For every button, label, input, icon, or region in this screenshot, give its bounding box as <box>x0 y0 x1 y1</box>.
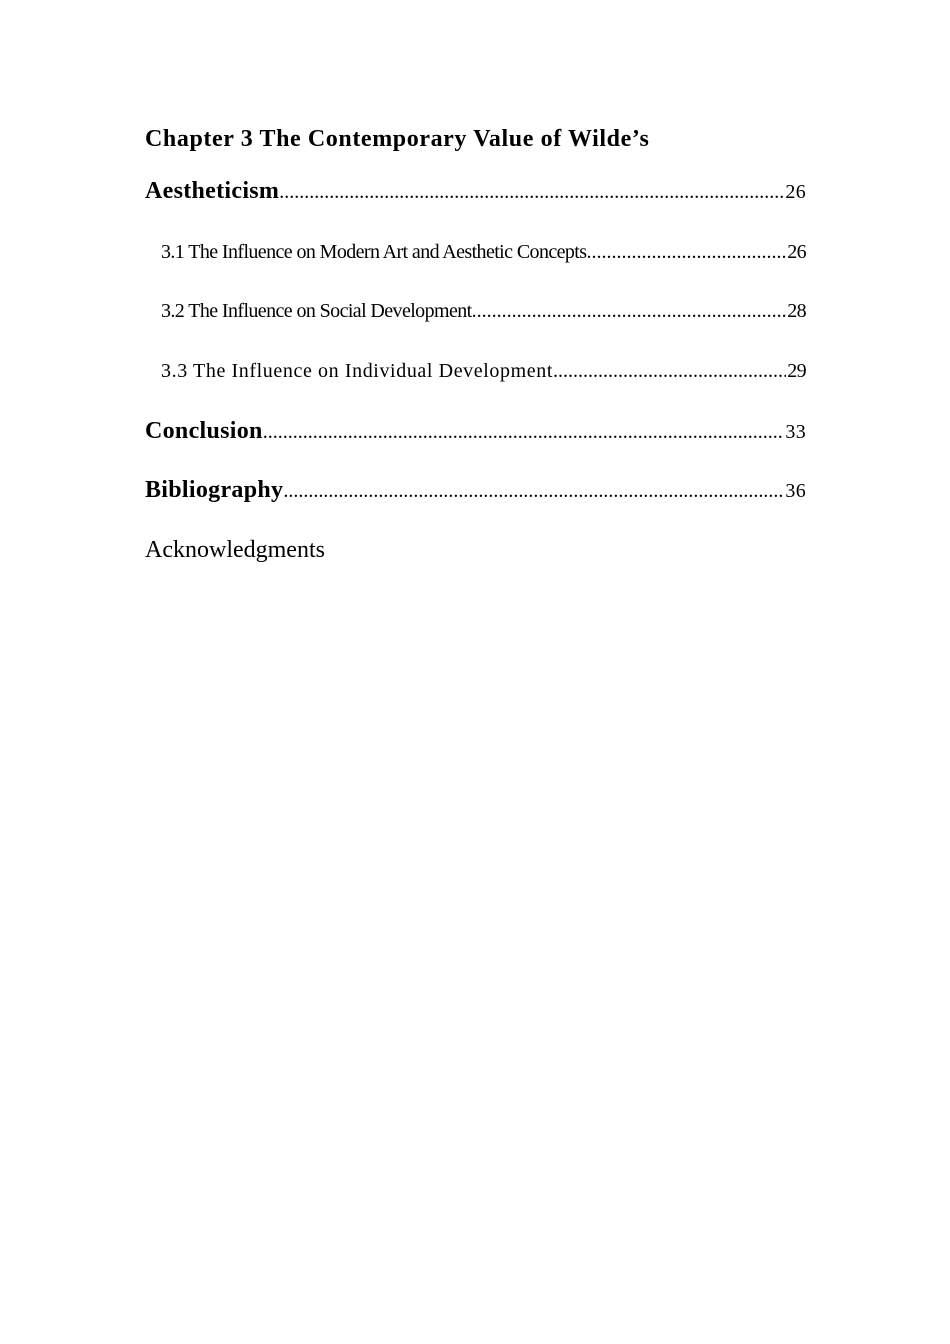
dot-leader <box>263 421 785 444</box>
toc-entry-chapter3[interactable] <box>145 178 806 205</box>
dot-leader <box>472 300 787 323</box>
toc-bibliography-label: Bibliography <box>145 477 284 503</box>
toc-entry-3-2[interactable] <box>161 300 806 323</box>
dot-leader <box>279 181 784 204</box>
toc-entry-3-1[interactable] <box>161 241 806 264</box>
toc-entry-acknowledgments[interactable]: Acknowledgments <box>145 537 325 563</box>
toc-chapter3-title-line2: Aestheticism <box>145 178 280 204</box>
page-number: 36 <box>785 480 806 502</box>
toc-entry-conclusion[interactable] <box>145 418 806 445</box>
dot-leader <box>586 241 786 264</box>
toc-section-label: 3.3 The Influence on Individual Development <box>161 360 553 382</box>
page-number: 28 <box>787 300 806 322</box>
toc-chapter3-title-line1[interactable]: Chapter 3 The Contemporary Value of Wilde’s <box>145 126 650 152</box>
toc-section-label: 3.2 The Influence on Social Development <box>161 300 472 322</box>
toc-entry-3-3[interactable] <box>161 360 806 383</box>
dot-leader <box>283 480 784 503</box>
dot-leader <box>553 360 786 383</box>
toc-conclusion-label: Conclusion <box>145 418 263 444</box>
page-number: 33 <box>785 421 806 443</box>
page-number: 26 <box>787 241 806 263</box>
page-number: 29 <box>787 360 806 382</box>
toc-section-label: 3.1 The Influence on Modern Art and Aesthetic Concepts <box>161 241 587 263</box>
toc-entry-bibliography[interactable] <box>145 477 806 504</box>
page-number: 26 <box>785 181 806 203</box>
